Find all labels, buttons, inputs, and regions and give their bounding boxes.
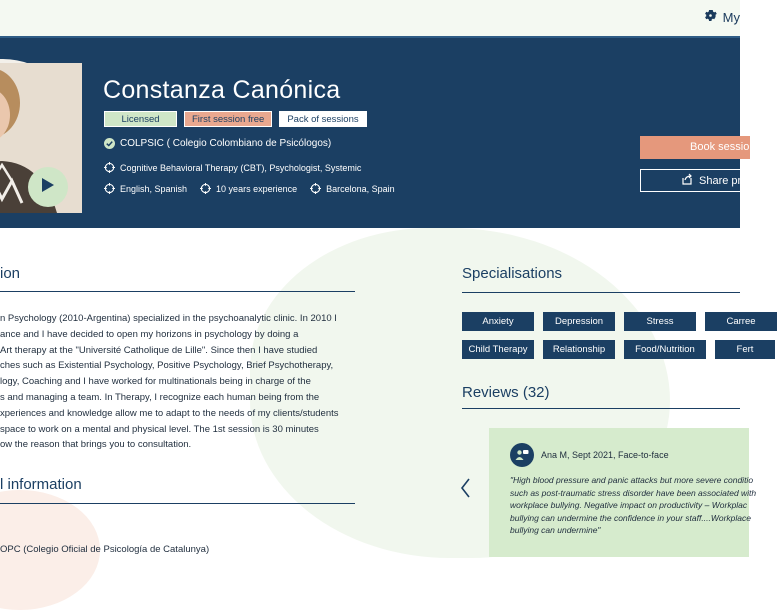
specialisation-tag[interactable]: Depression [543, 312, 615, 331]
reviewer-avatar-icon [510, 443, 534, 467]
crosshair-icon [104, 183, 115, 194]
specialisation-tag[interactable]: Carree [705, 312, 777, 331]
about-line: ow the reason that brings you to consultation. [0, 439, 192, 451]
about-line: logy, Coaching and I have worked for multinationals being in charge of the [0, 376, 311, 388]
review-line: bullying can undermine the confidence in your staff....Workplace [510, 512, 751, 523]
location-text: Barcelona, Spain [326, 183, 395, 194]
specialisation-tag[interactable]: Food/Nutrition [624, 340, 706, 359]
book-session-button[interactable]: Book sessio [640, 136, 750, 159]
pack-of-sessions-badge: Pack of sessions [279, 111, 366, 127]
about-line: ches such as Existential Psychology, Positive Psychology, Brief Psychotherapy, [0, 360, 334, 372]
therapies-text: Cognitive Behavioral Therapy (CBT), Psychologist, Systemic [120, 162, 362, 173]
check-circle-icon [104, 138, 115, 149]
divider [0, 291, 355, 292]
specialisation-tags-row [462, 340, 775, 359]
review-header [510, 443, 669, 467]
share-profile-button[interactable] [640, 169, 750, 192]
college-info [104, 138, 331, 149]
languages-text: English, Spanish [120, 183, 188, 194]
additional-college-text: OPC (Colegio Oficial de Psicología de Catalunya) [0, 544, 210, 555]
about-line: n Psychology (2010-Argentina) specialized in the psychoanalytic clinic. In 2010 I [0, 313, 337, 324]
review-text [510, 474, 760, 537]
review-line: bullying can undermine" [510, 525, 601, 536]
about-line: ance and I have decided to open my horizons in psychology by doing a [0, 328, 299, 340]
chevron-left-icon [458, 487, 474, 504]
college-text: COLPSIC ( Colegio Colombiano de Psicólogos) [120, 138, 332, 149]
gear-icon [704, 9, 717, 25]
profile-header [0, 36, 740, 228]
first-session-free-badge: First session free [184, 111, 272, 127]
specialisation-tag[interactable]: Anxiety [462, 312, 534, 331]
specialisation-tag[interactable]: Relationship [543, 340, 615, 359]
play-video-button[interactable] [28, 167, 68, 207]
divider [462, 292, 740, 293]
specialisation-tag[interactable]: Stress [624, 312, 696, 331]
review-line: workplace bullying. Negative impact on productivity – Workplac [510, 500, 748, 511]
divider [0, 503, 355, 504]
therapies-info [104, 162, 361, 173]
divider [462, 408, 740, 409]
about-line: Art therapy at the "Université Catholique de Lille". Since then I have studied [0, 344, 318, 356]
crosshair-icon [310, 183, 321, 194]
share-icon [681, 173, 693, 188]
previous-review-button[interactable] [458, 476, 474, 500]
therapist-name: Constanza Canónica [103, 76, 341, 104]
licensed-badge: Licensed [104, 111, 177, 127]
account-menu[interactable] [704, 9, 740, 25]
review-line: "High blood pressure and panic attacks but more severe conditio [510, 475, 754, 485]
specialisations-title: Specialisations [462, 265, 563, 282]
top-bar [0, 0, 740, 36]
about-line: space to work on a mental and physical level. The 1st session is 30 minutes [0, 423, 319, 435]
badge-list [104, 111, 367, 127]
about-text [0, 311, 355, 453]
share-profile-label: Share pro [699, 174, 748, 187]
review-line: such as post-traumatic stress disorder have been associated with [510, 487, 757, 498]
reviews-title: Reviews (32) [462, 384, 550, 401]
review-card [489, 428, 757, 557]
details-info [104, 183, 395, 194]
about-title: ion [0, 265, 21, 282]
experience-text: 10 years experience [216, 183, 298, 194]
account-menu-label: My [722, 9, 740, 25]
about-line: s and managing a team. In Therapy, I recognize each human being from the [0, 391, 320, 403]
specialisation-tag[interactable]: Fert [715, 340, 775, 359]
about-line: xperiences and knowledge allow me to adapt to the needs of my clients/students [0, 407, 339, 419]
specialisation-tag[interactable]: Child Therapy [462, 340, 534, 359]
play-icon [41, 177, 55, 198]
specialisation-tags-row [462, 312, 777, 331]
review-author: Ana M, Sept 2021, Face-to-face [541, 450, 669, 460]
crosshair-icon [200, 183, 211, 194]
additional-info-title: l information [0, 476, 82, 493]
crosshair-icon [104, 162, 115, 173]
